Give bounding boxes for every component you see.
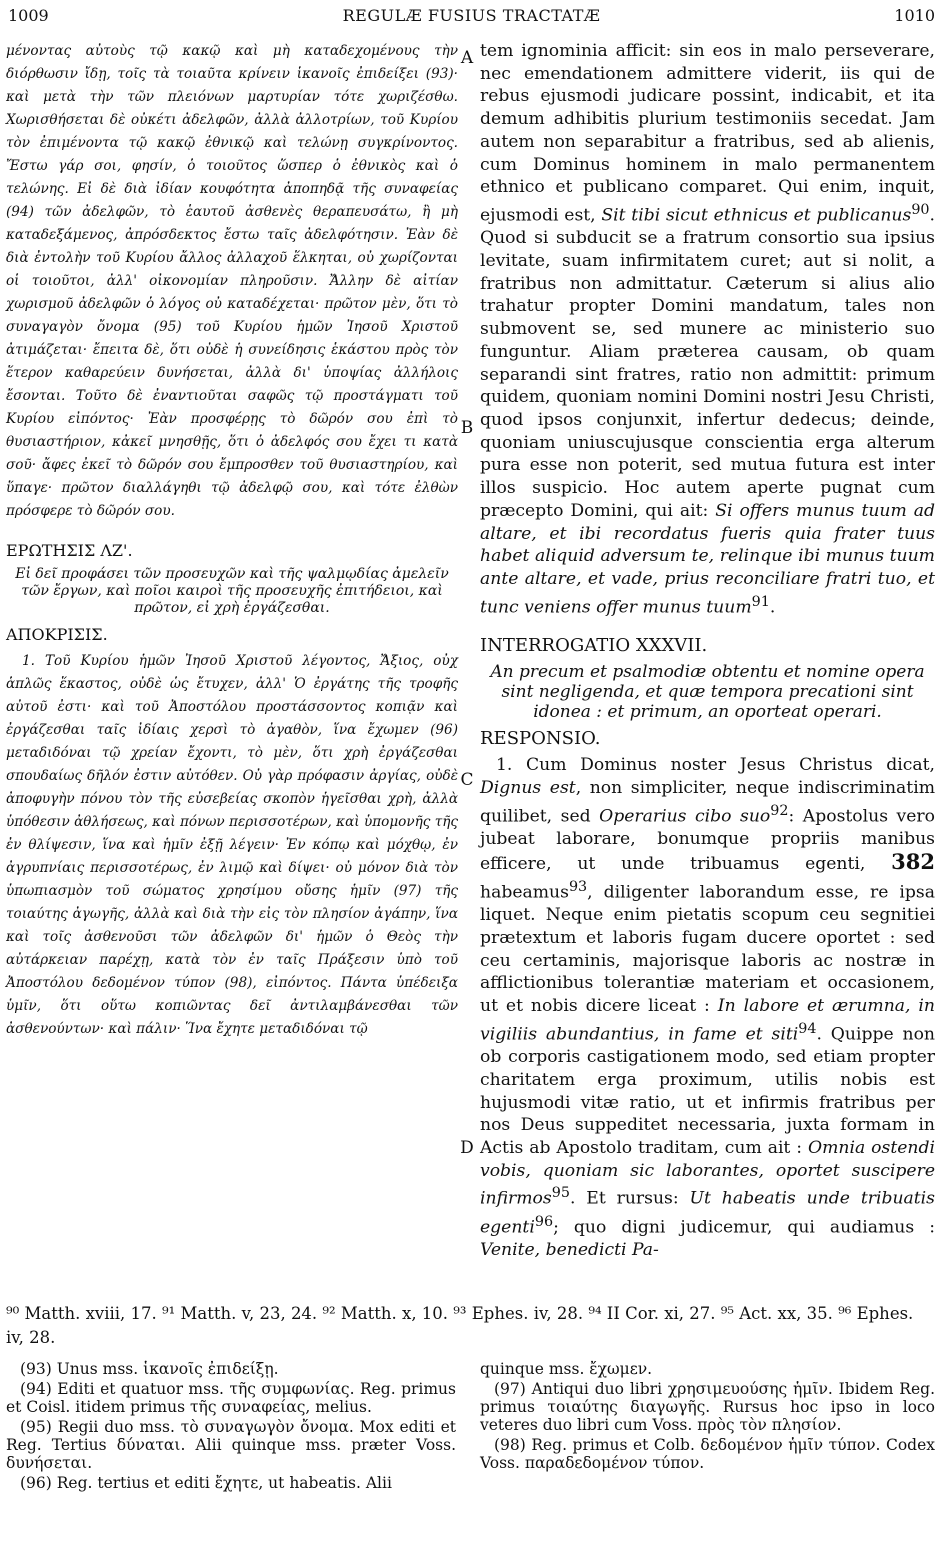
page-number-right: 1010	[894, 6, 935, 25]
margin-letter-b: B	[460, 418, 474, 438]
margin-letter-d: D	[460, 1138, 474, 1158]
column-number: 382	[891, 849, 935, 874]
margin-letter-a: A	[460, 48, 474, 68]
greek-response-heading: ΑΠΟΚΡΙΣΙΣ.	[6, 625, 108, 644]
greek-column	[6, 40, 458, 1041]
note-94: (94) Editi et quatuor mss. τῆς συμφωνίας. Reg. primus et Coisl. itidem primus τῆς συναφείας, melius.	[6, 1380, 456, 1416]
latin-paragraph-2: 1. Cum Dominus noster Jesus Christus dicat, Dignus est, non simpliciter, neque indiscriminatim quilibet, sed Operarius cibo suo$^{92}$: Apostolus vero jubeat laborare, bonumque propriis manibus efficere, ut unde tribuamus egenti, 382 habeamus$^{93}$, diligenter laborandum esse, re ipsa liquet. Neque enim pietatis scopum ceu segnitiei prætextum et laboris fugam ducere oportet : sed ceu certaminis, majorisque laboris ac nostræ in afflictionibus tolerantiæ materiam et occasionem, ut et nobis dicere liceat : In labore et ærumna, in vigiliis abundantius, in fame et siti$^{94}$. Quippe non ob corporis castigationem modo, sed etiam propter charitatem erga proximum, utilis nobis est hujusmodi vitæ ratio, ut et infirmis fratribus per nos Deus suppeditet necessaria, juxta formam in Actis ab Apostolo traditam, cum ait : Omnia ostendi vobis, quoniam sic laborantes, oportet suscipere infirmos$^{95}$. Et rursus: Ut habeatis unde tribuatis egenti$^{96}$; quo digni judicemur, qui audiamus : Venite, benedicti Pa-	[480, 755, 935, 1261]
running-title: REGULÆ FUSIUS TRACTATÆ	[342, 6, 601, 25]
latin-response-heading: RESPONSIO.	[480, 727, 601, 749]
latin-question: An precum et psalmodiæ obtentu et nomine opera sint negligenda, et quæ tempora precationi sint idonea : et primum, an oporteat operari.	[490, 661, 925, 722]
note-98: (98) Reg. primus et Colb. δεδομένον ἡμῖν τύπον. Codex Voss. παραδεδομένον τύπον.	[480, 1436, 935, 1472]
latin-paragraph-1: tem ignominia afficit: sin eos in malo perseverare, nec emendationem admittere viderit, iis qui de rebus ejusmodi judicare possint, indicabit, et ita demum adhibitis plurium testimoniis secedat. Jam autem non separabitur a fratribus, sed ab alienis, cum Dominus hominem in malo permanentem ethnico et publicano comparet. Qui enim, inquit, ejusmodi est, Sit tibi sicut ethnicus et publicanus$^{90}$. Quod si subducit se a fratrum consortio sua ipsius levitate, suam infirmitatem curet; aut si nolit, a fratribus non admittatur. Cæterum si alius alio trahatur propter Domini mandatum, tales non submovent se, sed munere ac ministerio suo funguntur. Aliam præterea causam, ob quam separandi sint fratres, ratio non admittit: primum quidem, quoniam nomini Domini nostri Jesu Christi, quod ipsos conjunxit, infertur dedecus; deinde, quoniam uniuscujusque conscientia erga alterum pura esse non poterit, sed mutua futura est inter illos suspicio. Hoc autem aperte pugnat cum præcepto Domini, qui ait: Si offers munus tuum ad altare, et ibi recordatus fueris quia frater tuus habet aliquid adversum te, relinque ibi munus tuum ante altare, et vade, prius reconciliare fratri tuo, et tunc veniens offer munus tuum$^{91}$.	[480, 41, 936, 618]
note-96-cont: quinque mss. ἔχωμεν.	[480, 1360, 653, 1378]
margin-letter-c: C	[460, 770, 474, 790]
editorial-notes-right	[480, 1360, 935, 1474]
editorial-notes-left	[6, 1360, 456, 1494]
greek-question: Εἰ δεῖ προφάσει τῶν προσευχῶν καὶ τῆς ψαλμῳδίας ἀμελεῖν τῶν ἔργων, καὶ ποῖοι καιροὶ τῆς προσευχῆς ἐπιτήδειοι, καὶ πρῶτον, εἰ χρὴ ἐργάζεσθαι.	[15, 566, 449, 616]
running-header	[0, 0, 943, 30]
page-number-left: 1009	[8, 6, 49, 25]
note-97: (97) Antiqui duo libri χρησιμευούσης ἡμῖν. Ibidem Reg. primus τοιαύτης διαγωγῆς. Rursus hoc ipso in loco veteres duo libri cum Voss. πρὸς τὸν πλησίον.	[480, 1380, 935, 1434]
greek-paragraph-1: μένοντας αὐτοὺς τῷ κακῷ καὶ μὴ καταδεχομένους τὴν διόρθωσιν ἴδῃ, τοῖς τὰ τοιαῦτα κρίνειν ἱκανοῖς ἐπιδείξει (93)· καὶ μετὰ τὴν τῶν πλειόνων μαρτυρίαν τότε χωριζέσθω. Χωρισθήσεται δὲ οὐκέτι ἀδελφῶν, ἀλλὰ ἀλλοτρίων, τοῦ Κυρίου τὸν ἐπιμένοντα τῷ κακῷ ἐθνικῷ καὶ τελώνῃ συγκρίνοντος. Ἔστω γάρ σοι, φησίν, ὁ τοιοῦτος ὥσπερ ὁ ἐθνικὸς καὶ ὁ τελώνης. Εἰ δὲ διὰ ἰδίαν κουφότητα ἀποπηδᾷ τῆς συναφείας (94) τῶν ἀδελφῶν, τὸ ἑαυτοῦ ἀσθενὲς θεραπευσάτω, ἢ μὴ καταδεξάμενος, ἀπρόσδεκτος ἔστω ταῖς ἀδελφότησιν. Ἐὰν δὲ διὰ ἐντολὴν τοῦ Κυρίου ἄλλος ἀλλαχοῦ ἕλκηται, οὐ χωρίζονται οἱ τοιοῦτοι, ἀλλ' οἰκονομίαν πληροῦσιν. Ἄλλην δὲ αἰτίαν χωρισμοῦ ἀδελφῶν ὁ λόγος οὐ καταδέχεται· πρῶτον μὲν, ὅτι τὸ συναγαγὸν ὄνομα (95) τοῦ Κυρίου ἡμῶν Ἰησοῦ Χριστοῦ ἀτιμάζεται· ἔπειτα δὲ, ὅτι οὐδὲ ἡ συνείδησις ἑκάστου πρὸς τὸν ἕτερον καθαρεύειν δυνήσεται, ἀλλὰ δι' ὑποψίας ἀλλήλοις ἔσονται. Τοῦτο δὲ ἐναντιοῦται σαφῶς τῷ προστάγματι τοῦ Κυρίου εἰπόντος· Ἐὰν προσφέρῃς τὸ δῶρόν σου ἐπὶ τὸ θυσιαστήριον, κἀκεῖ μνησθῇς, ὅτι ὁ ἀδελφός σου ἔχει τι κατὰ σοῦ· ἄφες ἐκεῖ τὸ δῶρόν σου ἔμπροσθεν τοῦ θυσιαστηρίου, καὶ ὕπαγε· πρῶτον διαλλάγηθι τῷ ἀδελφῷ σου, καὶ τότε ἐλθὼν πρόσφερε τὸ δῶρόν σου.	[6, 43, 458, 519]
latin-question-heading: INTERROGATIO XXXVII.	[480, 635, 708, 657]
greek-question-heading: ΕΡΩΤΗΣΙΣ ΛΖ'.	[6, 541, 133, 560]
note-96: (96) Reg. tertius et editi ἔχητε, ut habeatis. Alii	[20, 1474, 392, 1492]
greek-paragraph-2: 1. Τοῦ Κυρίου ἡμῶν Ἰησοῦ Χριστοῦ λέγοντος, Ἄξιος, οὐχ ἁπλῶς ἕκαστος, οὐδὲ ὡς ἔτυχεν, ἀλλ' Ὁ ἐργάτης τῆς τροφῆς αὐτοῦ ἐστι· καὶ τοῦ Ἀποστόλου προστάσσοντος κοπιᾷν καὶ ἐργάζεσθαι ταῖς ἰδίαις χερσὶ τὸ ἀγαθὸν, ἵνα ἔχωμεν (96) μεταδιδόναι τῷ χρείαν ἔχοντι, τὸ μὲν, ὅτι χρὴ ἐργάζεσθαι σπουδαίως δῆλόν ἐστιν αὐτόθεν. Οὐ γὰρ πρόφασιν ἀργίας, οὐδὲ ἀποφυγὴν πόνου τὸν τῆς εὐσεβείας σκοπὸν ἡγεῖσθαι χρὴ, ἀλλὰ ὑπόθεσιν ἀθλήσεως, καὶ πόνων περισσοτέρων, καὶ ὑπομονῆς τῆς ἐν θλίψεσιν, ἵνα καὶ ἡμῖν ἐξῇ λέγειν· Ἐν κόπῳ καὶ μόχθῳ, ἐν ἀγρυπνίαις περισσοτέρως, ἐν λιμῷ καὶ δίψει· οὐ μόνον διὰ τὸν ὑπωπιασμὸν τοῦ σώματος χρησίμου οὔσης ἡμῖν (97) τῆς τοιαύτης ἀγωγῆς, ἀλλὰ καὶ διὰ τὴν εἰς τὸν πλησίον ἀγάπην, ἵνα καὶ τοῖς ἀσθενοῦσι τῶν ἀδελφῶν δι' ἡμῶν ὁ Θεὸς τὴν αὐτάρκειαν παρέχῃ, κατὰ τὸν ἐν ταῖς Πράξεσιν ὑπὸ τοῦ Ἀποστόλου δεδομένον τύπον (98), εἰπόντος. Πάντα ὑπέδειξα ὑμῖν, ὅτι οὕτω κοπιῶντας δεῖ ἀντιλαμβάνεσθαι τῶν ἀσθενούντων· καὶ πάλιν· Ἵνα ἔχητε μεταδιδόναι τῷ	[6, 653, 458, 1037]
latin-column	[480, 40, 935, 1262]
note-95: (95) Regii duo mss. τὸ συναγωγὸν ὄνομα. Mox editi et Reg. Tertius δύναται. Alii quinque mss. præter Voss. δυνήσεται.	[6, 1418, 456, 1472]
note-93: (93) Unus mss. ἱκανοῖς ἐπιδείξῃ.	[20, 1360, 279, 1378]
scripture-footnotes: ⁹⁰ Matth. xviii, 17. ⁹¹ Matth. v, 23, 24. ⁹² Matth. x, 10. ⁹³ Ephes. iv, 28. ⁹⁴ II Cor. xi, 27. ⁹⁵ Act. xx, 35. ⁹⁶ Ephes. iv, 28.	[6, 1304, 914, 1347]
